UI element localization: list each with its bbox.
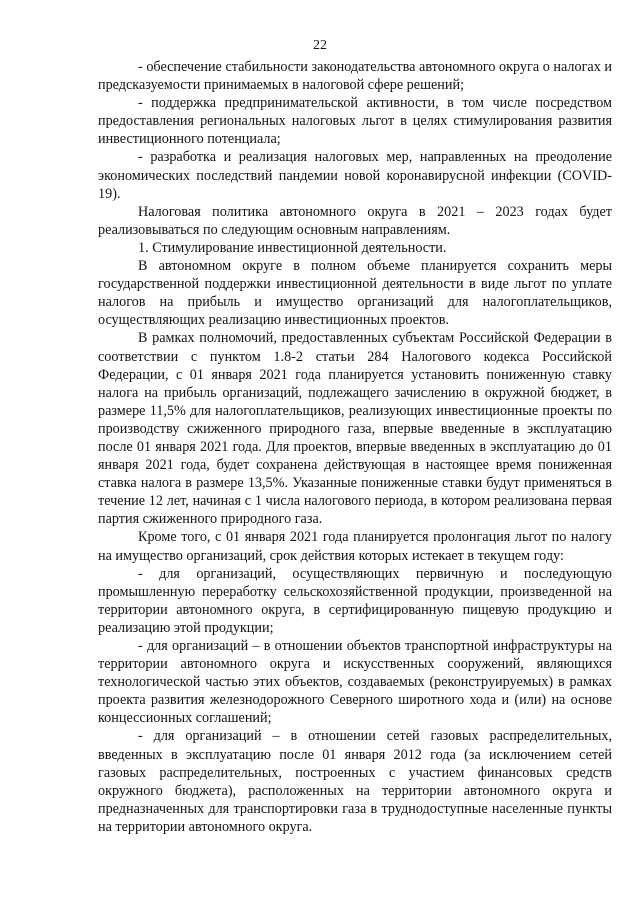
- paragraph-profit-tax-rate: В рамках полномочий, предоставленных субъектам Российской Федерации в соответствии с пунктом 1.8-2 статьи 284 Налогового кодекса Российской Федерации, с 01 января 2021 года планируется установить пониженную ставку налога на прибыль организаций, подлежащего зачислению в окружной бюджет, в размере 11,5% для налогоплательщиков, реализующих инвестиционные проекты по производству сжиженного природного газа, впервые введенные в эксплуатацию после 01 января 2021 года. Для проектов, впервые введенных в эксплуатацию до 01 января 2021 года, будет сохранена действующая в настоящее время пониженная ставка налога в размере 13,5%. Указанные пониженные ставки будут применяться в течение 12 лет, начиная с 1 числа налогового периода, в котором реализована первая партия сжиженного природного газа.: [98, 330, 612, 528]
- paragraph-investment-support: В автономном округе в полном объеме планируется сохранить меры государственной поддержки инвестиционной деятельности в виде льгот по уплате налогов на прибыль и имущество организаций для налогоплательщиков, осуществляющих реализацию инвестиционных проектов.: [98, 258, 612, 329]
- list-item-gas-networks: - для организаций – в отношении сетей газовых распределительных, введенных в эксплуатацию после 01 января 2012 года (за исключением сетей газовых распределительных, построенных с участием финансовых средств окружного бюджета), расположенных на территории автономного округа и предназначенных для транспортировки газа в труднодоступные населенные пункты на территории автономного округа.: [98, 728, 612, 835]
- page-number: 22: [313, 38, 327, 53]
- paragraph-property-tax-prolongation: Кроме того, с 01 января 2021 года планируется пролонгация льгот по налогу на имущество организаций, срок действия которых истекает в текущем году:: [98, 529, 612, 564]
- document-body: [98, 58, 612, 836]
- list-item-transport-infrastructure: - для организаций – в отношении объектов транспортной инфраструктуры на территории автономного округа и искусственных сооружений, являющихся технологической частью этих объектов, создаваемых (реконструируемых) в рамках проекта развития железнодорожного Северного широтного хода и (или) на основе концессионных соглашений;: [98, 638, 612, 727]
- list-item-agriculture: - для организаций, осуществляющих первичную и последующую промышленную переработку сельскохозяйственной продукции, произведенной на территории автономного округа, в сертифицированную пищевую продукцию и реализацию этой продукции;: [98, 565, 612, 636]
- paragraph-tax-stability: - обеспечение стабильности законодательства автономного округа о налогах и предсказуемости принимаемых в налоговой сфере решений;: [98, 59, 612, 94]
- paragraph-business-support: - поддержка предпринимательской активности, в том числе посредством предоставления региональных налоговых льгот в целях стимулирования развития инвестиционного потенциала;: [98, 95, 612, 148]
- section-heading-investment: 1. Стимулирование инвестиционной деятельности.: [138, 239, 447, 256]
- paragraph-policy-intro: Налоговая политика автономного округа в 2021 – 2023 годах будет реализовываться по следующим основным направлениям.: [98, 203, 612, 238]
- paragraph-covid-measures: - разработка и реализация налоговых мер, направленных на преодоление экономических последствий пандемии новой коронавирусной инфекции (COVID-19).: [98, 149, 612, 202]
